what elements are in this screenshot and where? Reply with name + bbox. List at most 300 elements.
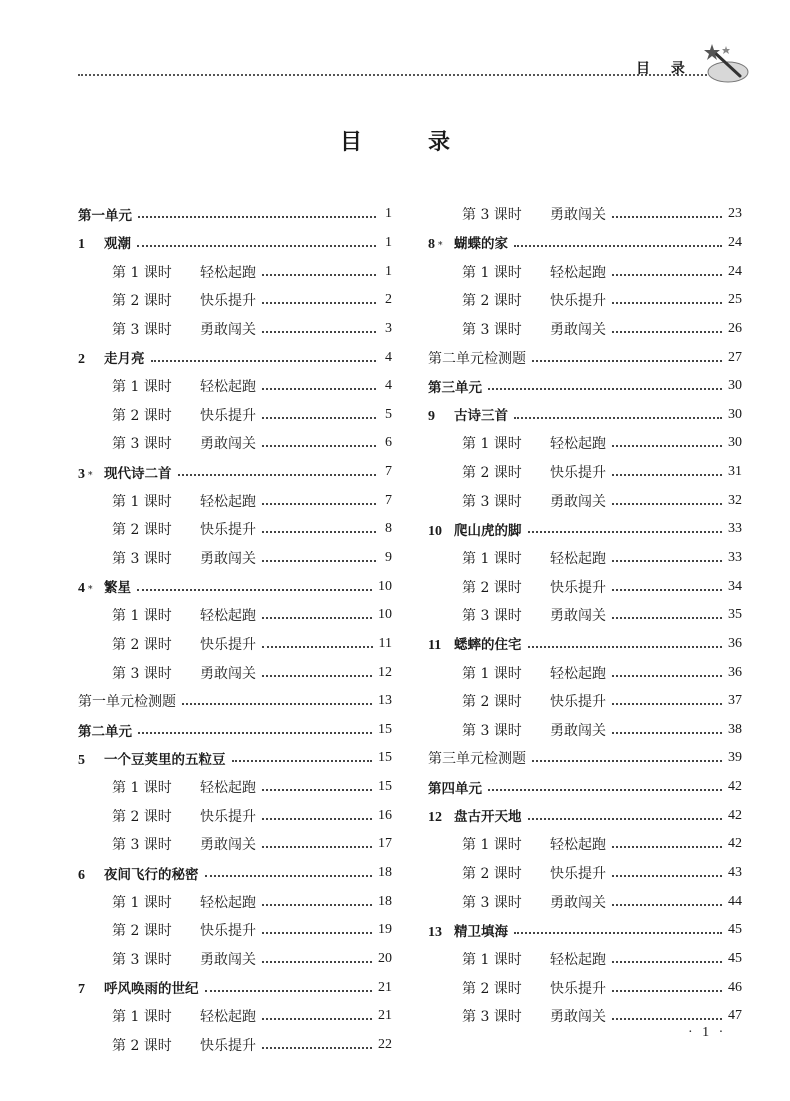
toc-entry-label — [78, 232, 131, 253]
dot-leader — [528, 531, 723, 533]
dot-leader — [612, 732, 722, 734]
period-label: 第 1 课时 — [112, 379, 172, 396]
dot-leader — [488, 789, 722, 791]
lesson-number: 7 — [78, 982, 85, 998]
toc-entry-label — [428, 204, 606, 224]
toc-entry-label — [78, 290, 256, 310]
toc-left-column — [78, 200, 392, 1059]
page-ref: 45 — [728, 950, 742, 966]
toc-entry-label — [428, 605, 606, 625]
toc-entry-label — [428, 348, 526, 368]
toc-entry-review[interactable] — [428, 744, 742, 773]
period-name: 勇敢闯关 — [200, 837, 256, 854]
dot-leader — [262, 1047, 372, 1049]
toc-entry-period[interactable] — [428, 658, 742, 687]
toc-entry-label — [78, 863, 199, 884]
toc-entry-period[interactable] — [428, 486, 742, 515]
toc-entry-lesson[interactable] — [78, 973, 392, 1002]
toc-entry-period[interactable] — [78, 887, 392, 916]
page-ref: 34 — [728, 578, 742, 594]
lesson-number: 5 — [78, 752, 85, 768]
toc-entry-label — [78, 548, 256, 568]
page-ref: 8 — [385, 521, 392, 537]
toc-entry-label — [428, 319, 606, 339]
toc-entry-label — [428, 290, 606, 310]
toc-entry-period[interactable] — [78, 830, 392, 859]
period-label: 第 3 课时 — [462, 493, 522, 510]
toc-entry-period[interactable] — [428, 601, 742, 630]
lesson-number: 8 — [428, 237, 435, 253]
toc-entry-period[interactable] — [78, 429, 392, 458]
toc-entry-unit[interactable] — [78, 716, 392, 745]
period-label: 第 3 课时 — [112, 837, 172, 854]
toc-entry-label — [428, 777, 482, 797]
period-name: 快乐提升 — [550, 293, 606, 310]
page-ref: 35 — [728, 607, 742, 623]
toc-entry-period[interactable] — [78, 945, 392, 974]
toc-entry-label — [78, 920, 256, 940]
header-section-label: 目 录 — [636, 61, 693, 77]
period-name: 勇敢闯关 — [550, 1009, 606, 1026]
page-ref: 10 — [378, 607, 392, 623]
toc-entry-lesson[interactable] — [78, 343, 392, 372]
period-label: 第 2 课时 — [462, 579, 522, 596]
toc-entry-label — [428, 805, 522, 826]
page-ref: 39 — [728, 750, 742, 766]
period-label: 第 2 课时 — [112, 808, 172, 825]
page-ref: 46 — [728, 979, 742, 995]
toc-entry-label — [428, 404, 508, 425]
dot-leader — [232, 760, 373, 762]
toc-entry-period[interactable] — [78, 400, 392, 429]
lesson-title: 观潮 — [104, 236, 131, 253]
period-name: 勇敢闯关 — [200, 321, 256, 338]
page-ref: 24 — [728, 263, 742, 279]
toc-entry-review[interactable] — [428, 343, 742, 372]
period-label: 第 1 课时 — [112, 493, 172, 510]
toc-entry-period[interactable] — [78, 916, 392, 945]
page-ref: 3 — [385, 320, 392, 336]
dot-leader — [182, 703, 372, 705]
toc-right-column — [428, 200, 742, 1031]
period-name: 轻松起跑 — [200, 264, 256, 281]
toc-entry-label — [428, 577, 606, 597]
period-label: 第 3 课时 — [462, 608, 522, 625]
toc-entry-lesson[interactable] — [78, 458, 392, 487]
lesson-title: 繁星 — [104, 580, 131, 597]
page-ref: 4 — [385, 378, 392, 394]
unit-title: 第四单元 — [428, 781, 482, 798]
period-name: 快乐提升 — [200, 923, 256, 940]
dot-leader — [262, 675, 372, 677]
toc-entry-period[interactable] — [428, 286, 742, 315]
page-ref: 1 — [385, 263, 392, 279]
toc-entry-label — [78, 376, 256, 396]
toc-entry-label — [78, 433, 256, 453]
page-ref: 1 — [385, 206, 392, 222]
unit-title: 第二单元 — [78, 723, 132, 740]
toc-entry-period[interactable] — [78, 801, 392, 830]
optional-star-mark: * — [88, 470, 93, 481]
toc-entry-period[interactable] — [428, 830, 742, 859]
toc-entry-period[interactable] — [428, 544, 742, 573]
page-ref: 30 — [728, 406, 742, 422]
dot-leader — [514, 245, 722, 247]
period-label: 第 2 课时 — [462, 465, 522, 482]
period-name: 轻松起跑 — [200, 379, 256, 396]
magic-wand-icon — [700, 42, 750, 84]
toc-entry-period[interactable] — [78, 658, 392, 687]
toc-entry-period[interactable] — [428, 859, 742, 888]
page-number: · 1 · — [688, 1025, 727, 1040]
dot-leader — [612, 990, 722, 992]
page-ref: 7 — [385, 492, 392, 508]
page-ref: 20 — [378, 950, 392, 966]
period-label: 第 1 课时 — [462, 264, 522, 281]
toc-entry-label — [428, 720, 606, 740]
period-name: 勇敢闯关 — [550, 207, 606, 224]
toc-entry-period[interactable] — [78, 630, 392, 659]
toc-entry-lesson[interactable] — [428, 400, 742, 429]
toc-entry-lesson[interactable] — [78, 572, 392, 601]
toc-entry-period[interactable] — [428, 458, 742, 487]
page-ref: 45 — [728, 922, 742, 938]
toc-entry-period[interactable] — [78, 1002, 392, 1031]
period-label: 第 1 课时 — [112, 264, 172, 281]
lesson-title: 现代诗二首 — [104, 465, 172, 482]
dot-leader — [262, 904, 372, 906]
lesson-title: 夜间飞行的秘密 — [104, 866, 199, 883]
period-name: 勇敢闯关 — [550, 321, 606, 338]
page-ref: 30 — [728, 435, 742, 451]
period-label: 第 2 课时 — [462, 694, 522, 711]
dot-leader — [612, 904, 722, 906]
lesson-number: 2 — [78, 352, 85, 368]
period-label: 第 2 课时 — [112, 636, 172, 653]
toc-entry-period[interactable] — [78, 257, 392, 286]
page-ref: 5 — [385, 406, 392, 422]
dot-leader — [151, 360, 377, 362]
period-name: 轻松起跑 — [550, 551, 606, 567]
lesson-title: 走月亮 — [104, 351, 145, 368]
dot-leader — [262, 961, 372, 963]
page-ref: 10 — [378, 578, 392, 594]
unit-title: 第一单元 — [78, 208, 132, 225]
page-ref: 1 — [385, 234, 392, 250]
dot-leader — [612, 617, 722, 619]
period-label: 第 3 课时 — [462, 894, 522, 911]
toc-entry-unit[interactable] — [428, 372, 742, 401]
dot-leader — [137, 589, 372, 591]
period-label: 第 1 课时 — [462, 951, 522, 968]
toc-entry-period[interactable] — [428, 200, 742, 229]
page-ref: 42 — [728, 779, 742, 795]
dot-leader — [612, 503, 722, 505]
page-ref: 13 — [378, 693, 392, 709]
period-label: 第 1 课时 — [462, 665, 522, 682]
toc-entry-label — [78, 806, 256, 826]
page-ref: 33 — [728, 550, 742, 565]
period-name: 轻松起跑 — [200, 493, 256, 510]
lesson-number: 1 — [78, 237, 85, 253]
dot-leader — [262, 388, 376, 390]
period-label: 第 1 课时 — [112, 1009, 172, 1026]
lesson-number: 11 — [428, 638, 442, 654]
dot-leader — [612, 675, 722, 677]
toc-entry-label — [78, 634, 256, 654]
toc-entry-label — [428, 663, 606, 683]
toc-entry-period[interactable] — [78, 773, 392, 802]
period-label: 第 2 课时 — [112, 293, 172, 310]
dot-leader — [262, 531, 376, 533]
dot-leader — [262, 1018, 372, 1020]
dot-leader — [528, 818, 723, 820]
review-title: 第一单元检测题 — [78, 694, 176, 711]
toc-entry-label — [78, 1006, 256, 1026]
dot-leader — [205, 990, 373, 992]
period-name: 勇敢闯关 — [200, 436, 256, 453]
lesson-number: 3 — [78, 466, 85, 482]
dot-leader — [612, 274, 722, 276]
dot-leader — [514, 417, 722, 419]
page-ref: 42 — [728, 807, 742, 823]
page-ref: 38 — [728, 721, 742, 737]
toc-entry-label — [428, 1006, 606, 1026]
period-name: 勇敢闯关 — [200, 665, 256, 682]
period-label: 第 3 课时 — [112, 436, 172, 453]
period-name: 轻松起跑 — [550, 837, 606, 854]
toc-entry-label — [428, 691, 606, 711]
toc-entry-period[interactable] — [78, 601, 392, 630]
page-ref: 15 — [378, 779, 392, 795]
toc-entry-label — [428, 491, 606, 511]
toc-entry-label — [78, 347, 145, 368]
lesson-number: 4 — [78, 581, 85, 597]
toc-entry-lesson[interactable] — [428, 515, 742, 544]
period-name: 勇敢闯关 — [550, 722, 606, 739]
toc-entry-label — [428, 834, 606, 854]
page-ref: 25 — [728, 292, 742, 308]
period-name: 轻松起跑 — [550, 951, 606, 968]
period-label: 第 2 课时 — [112, 407, 172, 424]
dot-leader — [612, 331, 722, 333]
toc-entry-lesson[interactable] — [428, 801, 742, 830]
toc-entry-label — [78, 576, 131, 597]
period-label: 第 2 课时 — [462, 866, 522, 883]
period-name: 快乐提升 — [200, 1037, 256, 1054]
period-name: 快乐提升 — [550, 465, 606, 482]
toc-entry-period[interactable] — [428, 887, 742, 916]
toc-entry-label — [78, 319, 256, 339]
toc-entry-period[interactable] — [78, 286, 392, 315]
toc-entry-label — [428, 376, 482, 396]
dot-leader — [262, 331, 376, 333]
toc-entry-label — [78, 405, 256, 425]
period-label: 第 2 课时 — [462, 293, 522, 310]
toc-entry-label — [78, 748, 226, 769]
period-name: 快乐提升 — [200, 808, 256, 825]
period-label: 第 1 课时 — [462, 837, 522, 854]
toc-entry-lesson[interactable] — [78, 859, 392, 888]
page-ref: 24 — [728, 234, 742, 250]
period-label: 第 1 课时 — [112, 894, 172, 911]
page-ref: 18 — [378, 893, 392, 909]
page-ref: 21 — [378, 1008, 392, 1024]
toc-entry-label — [78, 834, 256, 854]
period-label: 第 3 课时 — [462, 722, 522, 739]
page-ref: 11 — [378, 635, 392, 651]
period-label: 第 1 课时 — [462, 551, 522, 567]
toc-entry-period[interactable] — [78, 486, 392, 515]
period-label: 第 3 课时 — [462, 207, 522, 224]
dot-leader — [262, 445, 376, 447]
lesson-title: 盘古开天地 — [454, 809, 522, 826]
page-ref: 6 — [385, 435, 392, 451]
dot-leader — [514, 932, 722, 934]
toc-entry-label — [428, 978, 606, 998]
dot-leader — [262, 932, 372, 934]
period-label: 第 2 课时 — [112, 522, 172, 539]
dot-leader — [612, 216, 722, 218]
toc-entry-lesson[interactable] — [78, 229, 392, 258]
dot-leader — [488, 388, 722, 390]
period-name: 轻松起跑 — [550, 665, 606, 682]
toc-entry-label — [428, 548, 606, 568]
toc-entry-lesson[interactable] — [428, 916, 742, 945]
toc-entry-label — [78, 892, 256, 912]
period-name: 轻松起跑 — [200, 608, 256, 625]
page-ref: 23 — [728, 206, 742, 222]
toc-entry-label — [78, 720, 132, 740]
toc-entry-period[interactable] — [428, 687, 742, 716]
header-dotted-rule — [78, 74, 718, 76]
toc-entry-label — [428, 920, 508, 941]
toc-entry-lesson[interactable] — [78, 744, 392, 773]
toc-entry-period[interactable] — [428, 973, 742, 1002]
dot-leader — [612, 1018, 722, 1020]
toc-entry-period[interactable] — [428, 572, 742, 601]
dot-leader — [262, 818, 372, 820]
page-ref: 27 — [728, 349, 742, 365]
toc-entry-label — [78, 462, 172, 483]
toc-entry-period[interactable] — [428, 429, 742, 458]
period-label: 第 1 课时 — [462, 436, 522, 453]
toc-entry-period[interactable] — [428, 315, 742, 344]
period-name: 轻松起跑 — [550, 436, 606, 453]
toc-entry-period[interactable] — [78, 515, 392, 544]
page-ref: 36 — [728, 635, 742, 651]
period-label: 第 3 课时 — [462, 1009, 522, 1026]
toc-entry-lesson[interactable] — [428, 229, 742, 258]
period-name: 勇敢闯关 — [200, 551, 256, 567]
dot-leader — [612, 589, 722, 591]
review-title: 第三单元检测题 — [428, 751, 526, 768]
toc-entry-label — [428, 433, 606, 453]
page-ref: 22 — [378, 1036, 392, 1052]
dot-leader — [262, 617, 372, 619]
period-name: 快乐提升 — [200, 636, 256, 653]
dot-leader — [262, 846, 372, 848]
toc-entry-review[interactable] — [78, 687, 392, 716]
toc-entry-period[interactable] — [78, 544, 392, 573]
toc-entry-label — [78, 491, 256, 511]
period-name: 勇敢闯关 — [200, 951, 256, 968]
page-ref: 19 — [378, 922, 392, 938]
page-ref: 7 — [385, 464, 392, 480]
period-label: 第 1 课时 — [112, 780, 172, 797]
period-label: 第 3 课时 — [112, 665, 172, 682]
period-label: 第 2 课时 — [112, 1037, 172, 1054]
toc-entry-period[interactable] — [428, 257, 742, 286]
lesson-title: 精卫填海 — [454, 923, 508, 940]
optional-star-mark: * — [438, 241, 443, 252]
toc-entry-unit[interactable] — [78, 200, 392, 229]
toc-entry-lesson[interactable] — [428, 630, 742, 659]
page-ref: 9 — [385, 550, 392, 565]
period-name: 勇敢闯关 — [550, 493, 606, 510]
dot-leader — [262, 789, 372, 791]
period-name: 勇敢闯关 — [550, 894, 606, 911]
dot-leader — [178, 474, 377, 476]
period-label: 第 3 课时 — [112, 321, 172, 338]
toc-entry-unit[interactable] — [428, 773, 742, 802]
lesson-number: 12 — [428, 810, 442, 826]
page-ref: 33 — [728, 521, 742, 537]
lesson-number: 9 — [428, 409, 435, 425]
page-ref: 32 — [728, 492, 742, 508]
toc-entry-label — [78, 204, 132, 224]
toc-entry-label — [428, 892, 606, 912]
toc-entry-label — [428, 748, 526, 768]
toc-entry-label — [78, 519, 256, 539]
page-title: 目 录 — [339, 130, 472, 155]
optional-star-mark: * — [88, 585, 93, 596]
dot-leader — [612, 703, 722, 705]
period-label: 第 3 课时 — [112, 951, 172, 968]
period-name: 快乐提升 — [550, 866, 606, 883]
dot-leader — [612, 846, 722, 848]
period-name: 快乐提升 — [550, 579, 606, 596]
dot-leader — [528, 646, 723, 648]
toc-entry-period[interactable] — [428, 945, 742, 974]
toc-entry-period[interactable] — [78, 1031, 392, 1060]
period-name: 轻松起跑 — [200, 1009, 256, 1026]
toc-entry-label — [78, 691, 176, 711]
period-name: 快乐提升 — [200, 293, 256, 310]
dot-leader — [612, 445, 722, 447]
toc-entry-period[interactable] — [428, 716, 742, 745]
toc-entry-label — [428, 462, 606, 482]
dot-leader — [612, 302, 722, 304]
period-name: 快乐提升 — [200, 522, 256, 539]
dot-leader — [138, 216, 376, 218]
dot-leader — [137, 245, 376, 247]
toc-entry-label — [428, 262, 606, 282]
toc-entry-label — [428, 519, 522, 540]
toc-entry-period[interactable] — [78, 372, 392, 401]
page-ref: 31 — [728, 464, 742, 480]
page-ref: 37 — [728, 693, 742, 709]
dot-leader — [612, 875, 722, 877]
page-ref: 26 — [728, 320, 742, 336]
lesson-title: 一个豆荚里的五粒豆 — [104, 751, 226, 768]
period-name: 快乐提升 — [200, 407, 256, 424]
toc-entry-label — [78, 777, 256, 797]
lesson-title: 古诗三首 — [454, 408, 508, 425]
period-name: 勇敢闯关 — [550, 608, 606, 625]
page-ref: 16 — [378, 807, 392, 823]
toc-entry-period[interactable] — [78, 315, 392, 344]
